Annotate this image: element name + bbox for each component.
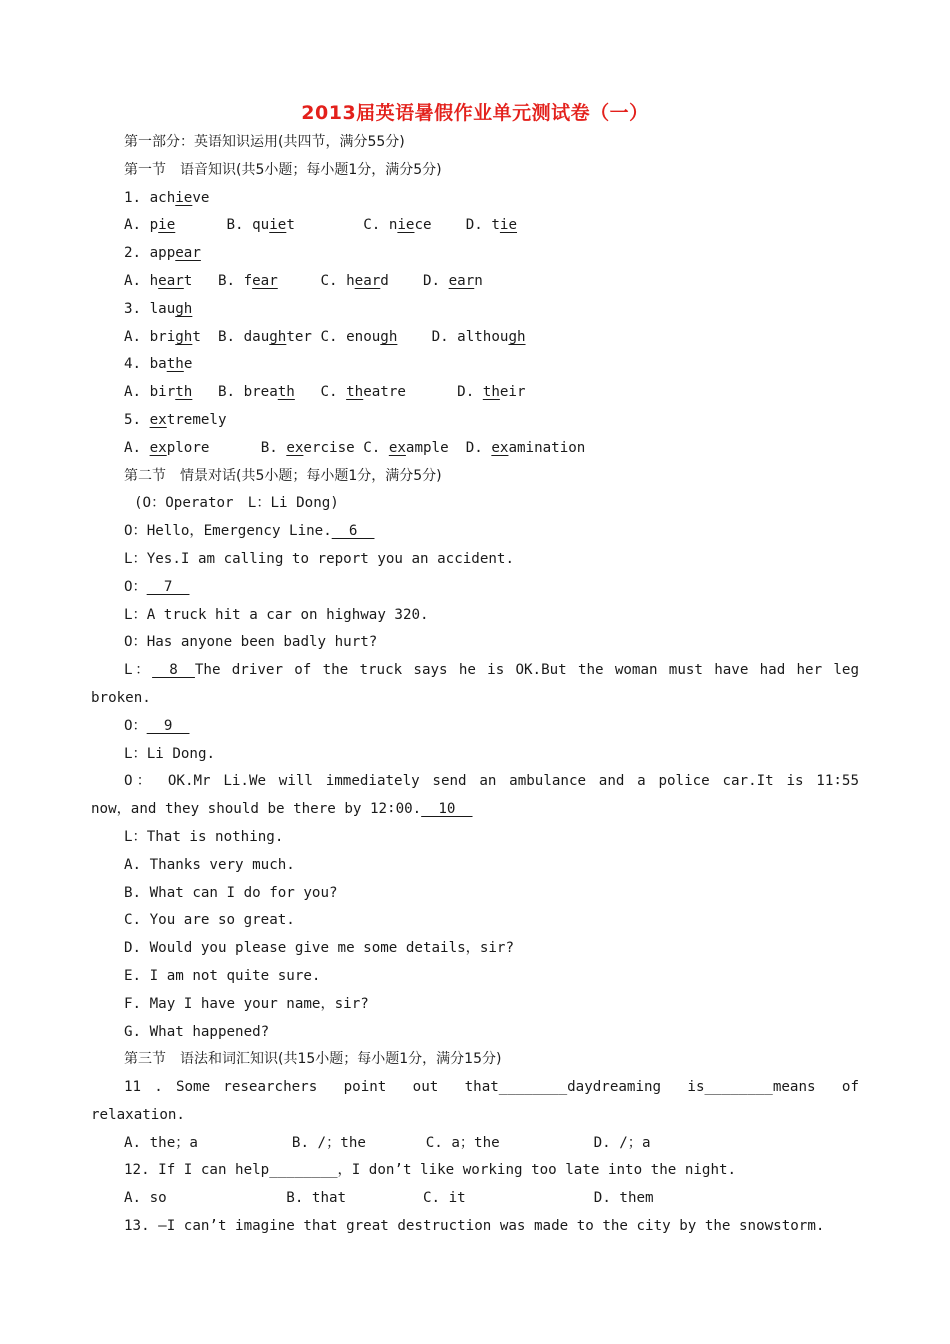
dialogue-line: L：Yes.I am calling to report you an accident. [124,550,515,567]
question-5: 5. extremely [124,411,227,428]
answer-blank: __7__ [146,578,190,595]
question-4: 4. bathe [124,356,193,373]
document-body [0,129,950,1241]
dialogue-option: G. What happened? [124,1023,270,1040]
question-5-options: A. explore B. exercise C. example D. examination [124,439,586,456]
dialogue-roles: (O：Operator L：Li Dong) [134,495,339,512]
dialogue-option: B. What can I do for you? [124,884,338,901]
section-heading: 第二节 情景对话(共5小题；每小题1分，满分5分) [124,467,442,484]
question-3: 3. laugh [124,300,193,317]
dialogue-line: O：__7__ [124,578,190,595]
answer-blank: __8__ [152,662,195,679]
dialogue-option: A. Thanks very much. [124,856,295,873]
section-heading: 第一节 语音知识(共5小题；每小题1分，满分5分) [124,161,442,178]
question-11-continued: relaxation. [91,1106,185,1123]
question-13: 13. —I can’t imagine that great destruction was made to the city by the snowstorm. [124,1218,825,1235]
question-4-options: A. birth B. breath C. theatre D. their [124,384,526,401]
dialogue-option: D. Would you please give me some details，sir? [124,940,515,957]
question-11: 11 . Some researchers point out that________daydreaming is________means of [124,1079,859,1096]
section-heading: 第三节 语法和词汇知识(共15小题；每小题1分，满分15分) [124,1051,502,1068]
page-title: 2013届英语暑假作业单元测试卷（一） [301,102,649,124]
question-2: 2. appear [124,245,201,262]
question-1: 1. achieve [124,189,210,206]
dialogue-line-continued: now，and they should be there by 12∶00.__10__ [91,801,473,818]
dialogue-option: C. You are so great. [124,912,295,929]
dialogue-line: L：A truck hit a car on highway 320. [124,606,429,623]
answer-blank: __9__ [146,717,190,734]
dialogue-line: L：That is nothing. [124,828,284,845]
question-11-options: A. the；a B. /；the C. a；the D. /；a [124,1134,651,1151]
dialogue-line: O：Has anyone been badly hurt? [124,634,378,651]
dialogue-line: O：Hello，Emergency Line.__6__ [124,523,375,540]
answer-blank: __6__ [331,523,375,540]
dialogue-option: E. I am not quite sure. [124,967,321,984]
question-12: 12. If I can help________，I don’t like working too late into the night. [124,1162,737,1179]
question-2-options: A. heart B. fear C. heard D. earn [124,272,483,289]
question-12-options: A. so B. that C. it D. them [124,1190,654,1207]
dialogue-option: F. May I have your name，sir? [124,995,369,1012]
dialogue-line: L：Li Dong. [124,745,216,762]
dialogue-line: O： OK.Mr Li.We will immediately send an ambulance and a police car.It is 11∶55 [124,773,859,790]
dialogue-line: L：__8__The driver of the truck says he is OK.But the woman must have had her leg [124,662,859,679]
answer-blank: __10__ [421,801,473,818]
question-3-options: A. bright B. daughter C. enough D. although [124,328,526,345]
part-heading: 第一部分：英语知识运用(共四节，满分55分) [124,134,405,150]
dialogue-line-continued: broken. [91,689,151,706]
dialogue-line: O：__9__ [124,717,190,734]
question-1-options: A. pie B. quiet C. niece D. tie [124,217,518,234]
